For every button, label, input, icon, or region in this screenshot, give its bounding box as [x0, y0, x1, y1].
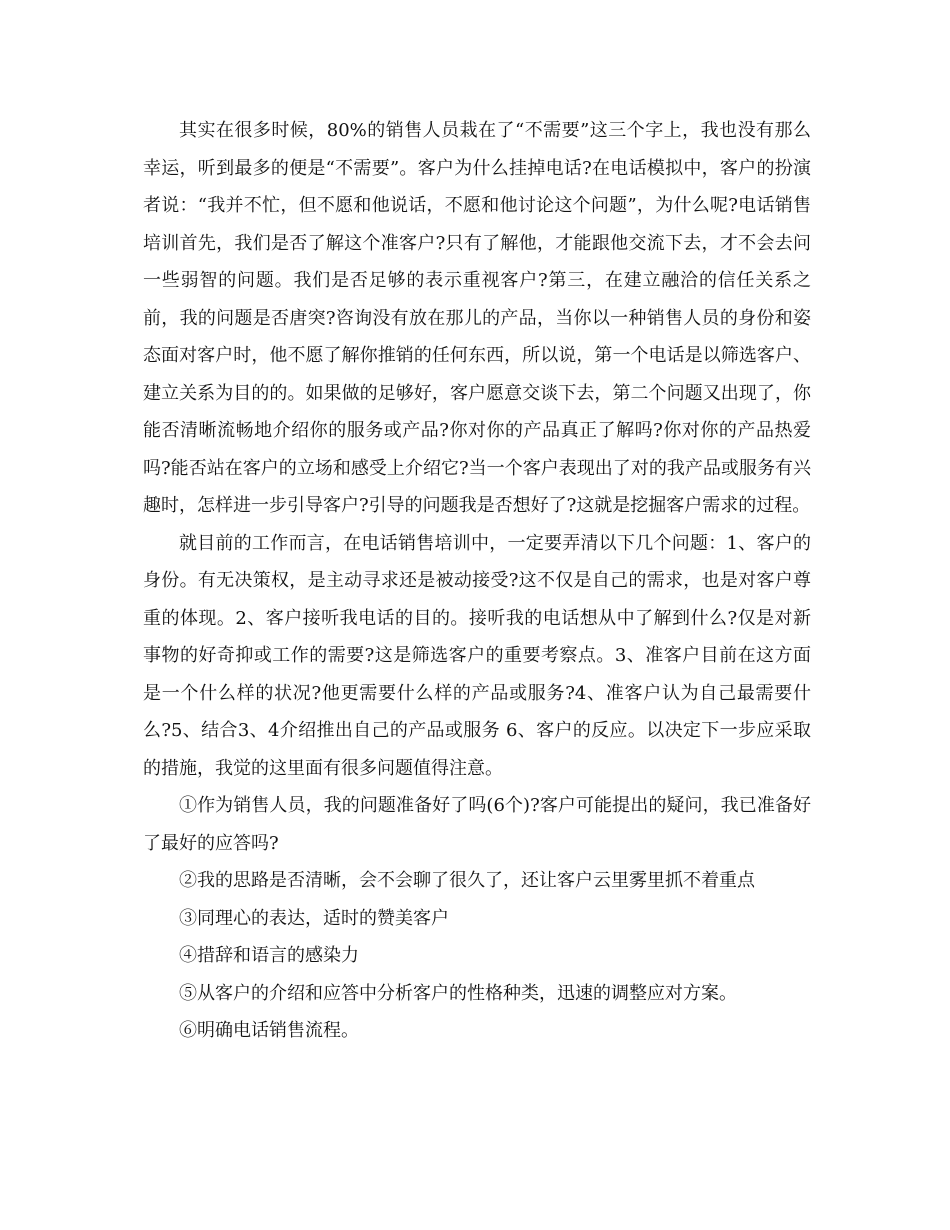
document-body	[143, 112, 811, 1050]
list-item-6: ⑥明确电话销售流程。	[179, 1020, 359, 1041]
list-item-1: ①作为销售人员，我的问题准备好了吗(6个)?客户可能提出的疑问，我已准备好了最好的应答吗?	[143, 795, 811, 854]
list-item-5: ⑤从客户的介绍和应答中分析客户的性格种类，迅速的调整应对方案。	[179, 982, 737, 1004]
paragraph-2: 就目前的工作而言，在电话销售培训中，一定要弄清以下几个问题：1、客户的身份。有无决策权，是主动寻求还是被动接受?这不仅是自己的需求，也是对客户尊重的体现。2、客户接听我电话的目的。接听我的电话想从中了解到什么?仅是对新事物的好奇抑或工作的需要?这是筛选客户的重要考察点。3、准客户目前在这方面是一个什么样的状况?他更需要什么样的产品或服务?4、准客户认为自己最需要什么?5、结合3、4介绍推出自己的产品或服务 6、客户的反应。以决定下一步应采取的措施，我觉的这里面有很多问题值得注意。	[143, 532, 811, 779]
list-item-3: ③同理心的表达，适时的赞美客户	[179, 907, 449, 929]
list-item-2: ②我的思路是否清晰，会不会聊了很久了，还让客户云里雾里抓不着重点	[179, 870, 755, 891]
list-item-4: ④措辞和语言的感染力	[179, 945, 359, 966]
paragraph-1: 其实在很多时候，80%的销售人员栽在了“不需要”这三个字上，我也没有那么幸运，听到最多的便是“不需要”。客户为什么挂掉电话?在电话模拟中，客户的扮演者说：“我并不忙，但不愿和他说话，不愿和他讨论这个问题”，为什么呢?电话销售培训首先，我们是否了解这个准客户?只有了解他，才能跟他交流下去，才不会去问一些弱智的问题。我们是否足够的表示重视客户?第三，在建立融洽的信任关系之前，我的问题是否唐突?咨询没有放在那儿的产品，当你以一种销售人员的身份和姿态面对客户时，他不愿了解你推销的任何东西，所以说，第一个电话是以筛选客户、建立关系为目的的。如果做的足够好，客户愿意交谈下去，第二个问题又出现了，你能否清晰流畅地介绍你的服务或产品?你对你的产品真正了解吗?你对你的产品热爱吗?能否站在客户的立场和感受上介绍它?当一个客户表现出了对的我产品或服务有兴趣时，怎样进一步引导客户?引导的问题我是否想好了?这就是挖掘客户需求的过程。	[143, 120, 811, 516]
